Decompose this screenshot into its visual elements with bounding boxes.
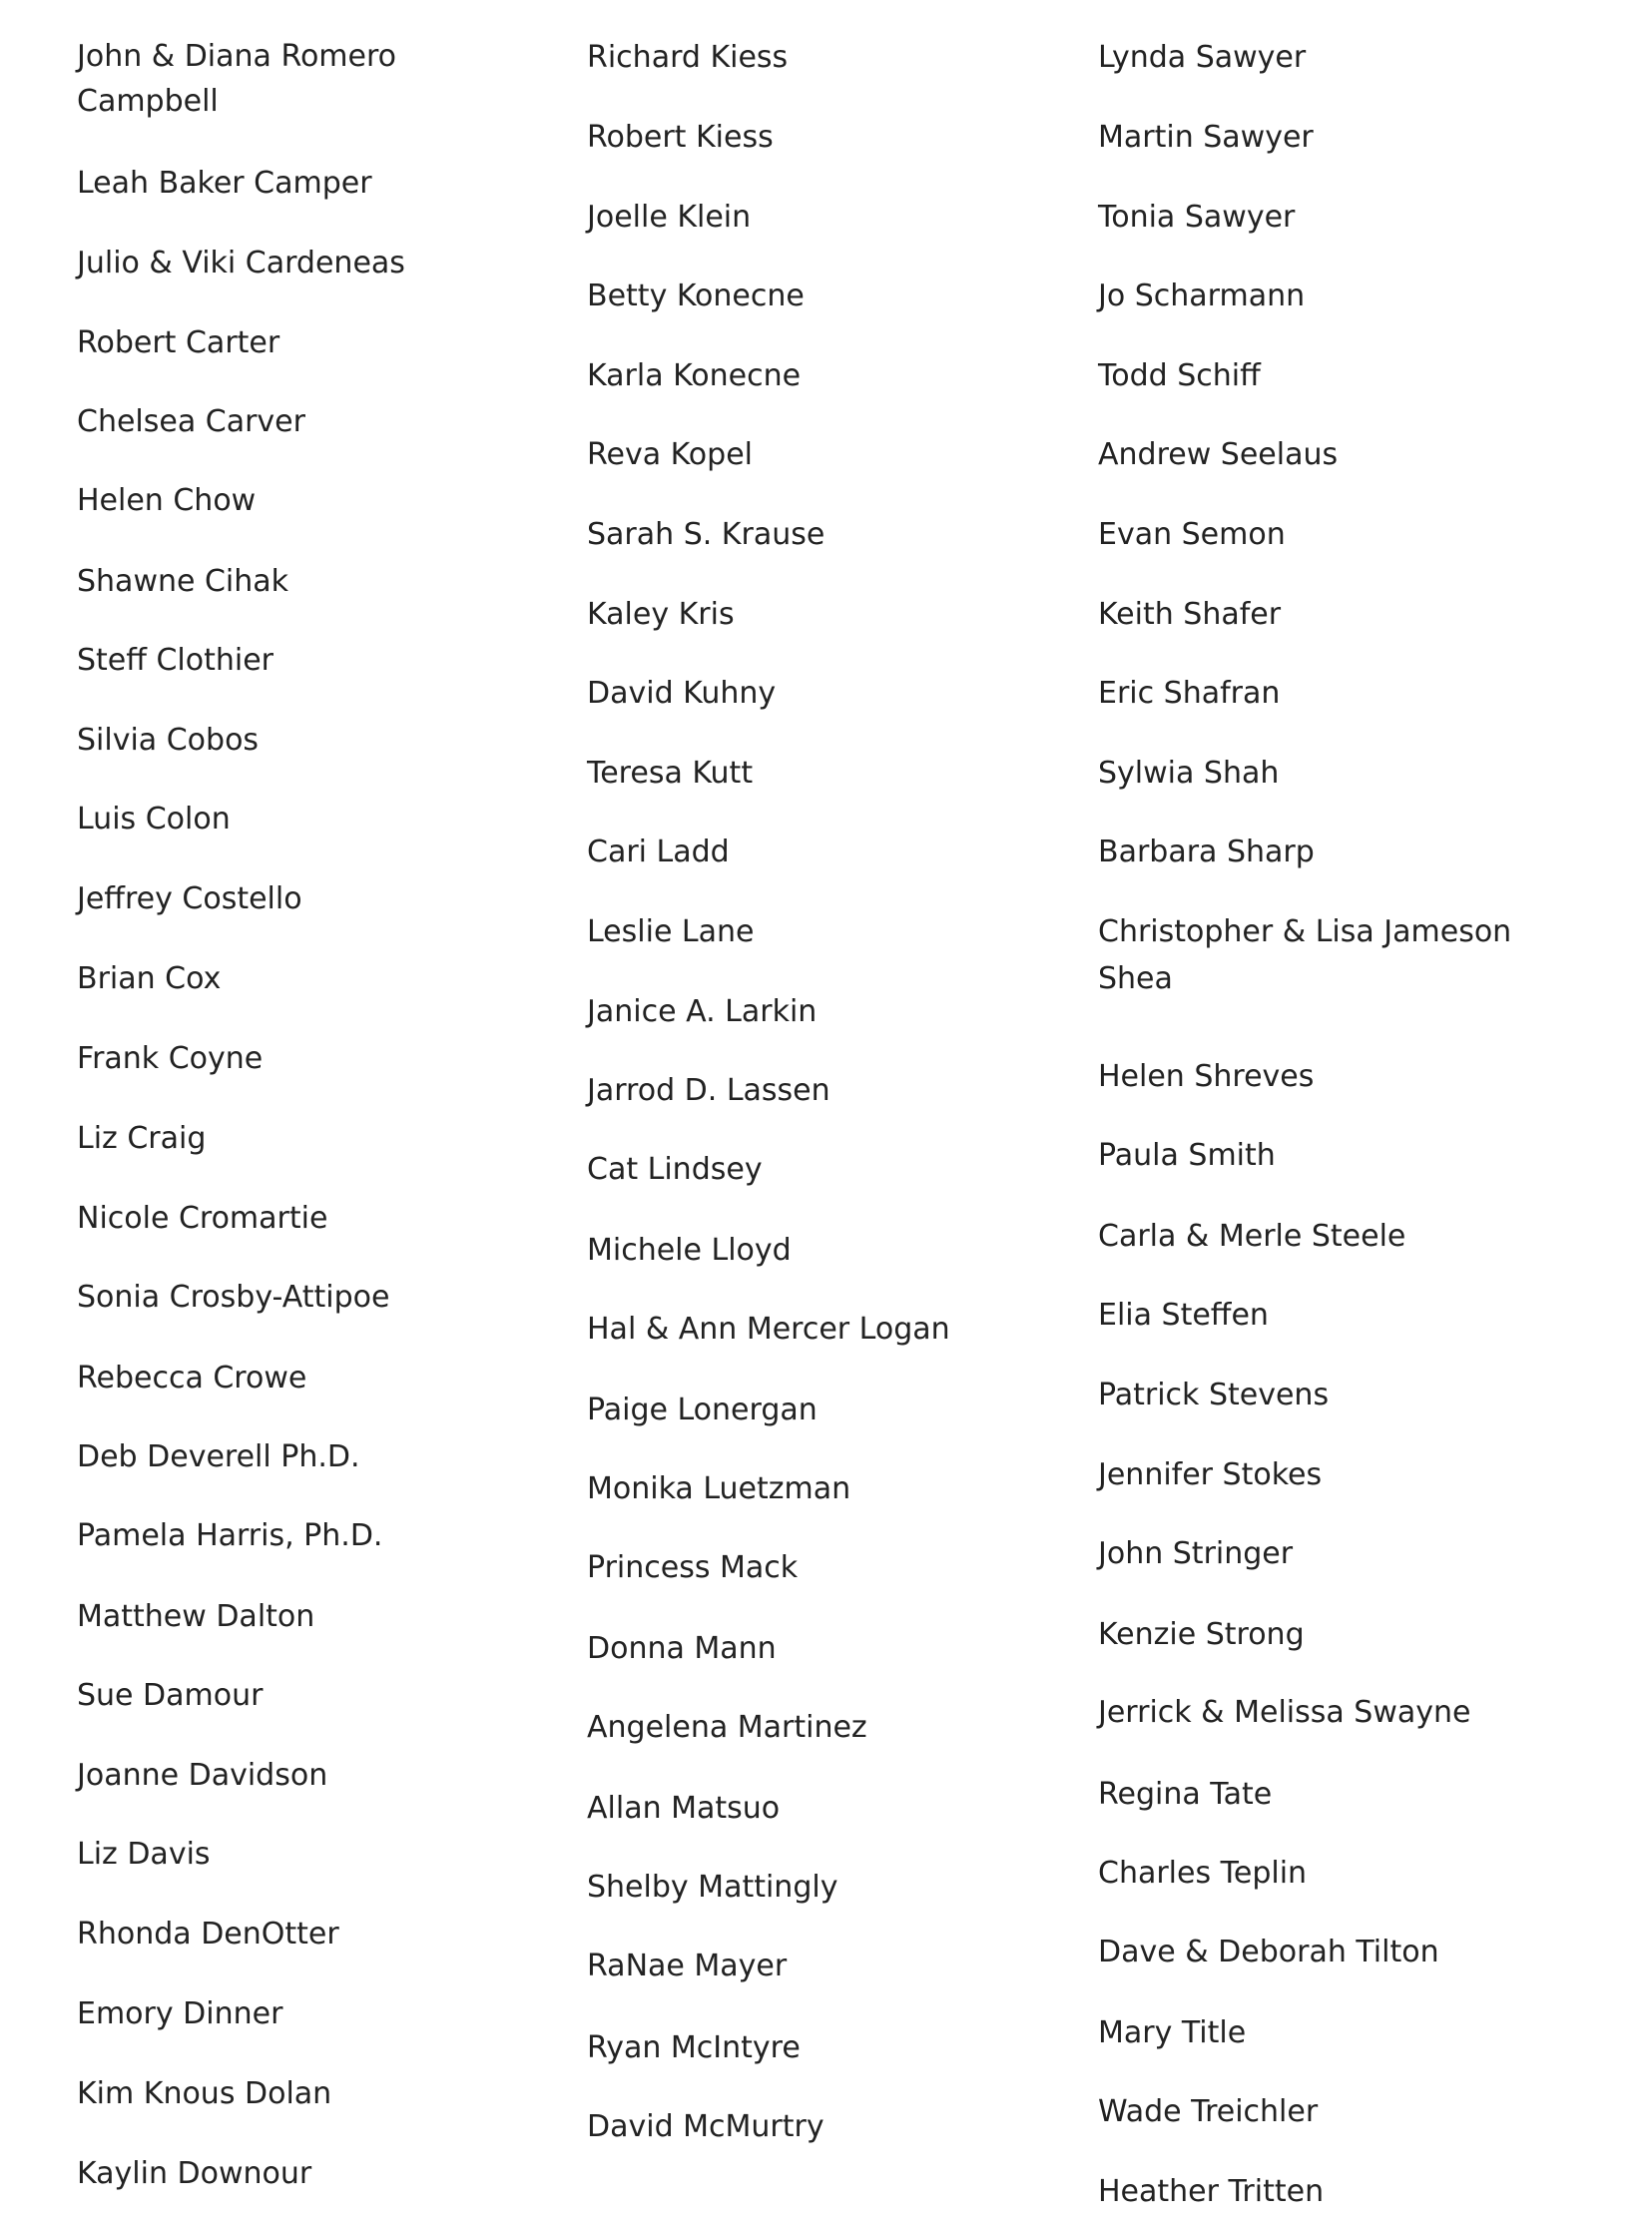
name-entry: Leslie Lane bbox=[587, 914, 755, 949]
name-entry: Cari Ladd bbox=[587, 835, 730, 869]
name-entry: Ryan McIntyre bbox=[587, 2030, 801, 2065]
name-entry: Richard Kiess bbox=[587, 40, 789, 75]
name-entry: Emory Dinner bbox=[77, 1996, 283, 2031]
name-entry: Mary Title bbox=[1098, 2015, 1247, 2050]
name-entry: Regina Tate bbox=[1098, 1777, 1273, 1812]
name-entry: Deb Deverell Ph.D. bbox=[77, 1439, 360, 1474]
name-entry: Christopher & Lisa Jameson Shea bbox=[1098, 914, 1512, 996]
name-column-2 bbox=[587, 0, 1056, 2237]
name-entry: Evan Semon bbox=[1098, 517, 1286, 552]
name-entry: Carla & Merle Steele bbox=[1098, 1219, 1406, 1254]
name-entry: Keith Shafer bbox=[1098, 597, 1282, 632]
name-entry: Jeffrey Costello bbox=[77, 881, 302, 916]
name-entry: Steff Clothier bbox=[77, 643, 275, 678]
name-entry: Kim Knous Dolan bbox=[77, 2076, 332, 2111]
name-entry: Paige Lonergan bbox=[587, 1393, 818, 1427]
name-entry: Robert Kiess bbox=[587, 120, 774, 155]
name-entry: Elia Steffen bbox=[1098, 1298, 1269, 1333]
name-entry: Rhonda DenOtter bbox=[77, 1917, 339, 1952]
name-entry: John Stringer bbox=[1098, 1536, 1294, 1571]
name-entry: Jarrod D. Lassen bbox=[587, 1073, 830, 1108]
name-entry: Jennifer Stokes bbox=[1098, 1457, 1323, 1492]
name-entry: Shawne Cihak bbox=[77, 564, 289, 599]
name-entry: David McMurtry bbox=[587, 2109, 825, 2144]
name-entry: Jo Scharmann bbox=[1098, 279, 1306, 313]
name-entry: Janice A. Larkin bbox=[587, 994, 818, 1029]
name-entry: Angelena Martinez bbox=[587, 1710, 867, 1745]
name-entry: Sarah S. Krause bbox=[587, 517, 826, 552]
name-entry: Sue Damour bbox=[77, 1678, 264, 1713]
name-entry: Brian Cox bbox=[77, 961, 222, 996]
name-entry: Silvia Cobos bbox=[77, 723, 260, 758]
name-entry: Andrew Seelaus bbox=[1098, 437, 1339, 472]
name-entry: Julio & Viki Cardeneas bbox=[77, 246, 405, 280]
name-entry: Reva Kopel bbox=[587, 437, 753, 472]
name-entry: Robert Carter bbox=[77, 325, 280, 360]
name-entry: Martin Sawyer bbox=[1098, 120, 1314, 155]
name-entry: Todd Schiff bbox=[1098, 358, 1261, 393]
name-entry: Liz Craig bbox=[77, 1121, 207, 1156]
name-entry: Tonia Sawyer bbox=[1098, 200, 1296, 235]
name-entry: Lynda Sawyer bbox=[1098, 40, 1307, 75]
name-entry: Paula Smith bbox=[1098, 1138, 1276, 1173]
name-entry: Helen Chow bbox=[77, 483, 257, 518]
name-entry: Kenzie Strong bbox=[1098, 1617, 1305, 1652]
name-entry: Teresa Kutt bbox=[587, 756, 754, 791]
name-entry: Barbara Sharp bbox=[1098, 835, 1315, 869]
name-column-1 bbox=[77, 0, 546, 2237]
name-entry: Monika Luetzman bbox=[587, 1471, 851, 1506]
name-entry: Joanne Davidson bbox=[77, 1758, 328, 1793]
name-column-3 bbox=[1098, 0, 1567, 2237]
name-entry: Helen Shreves bbox=[1098, 1059, 1315, 1094]
name-entry: Frank Coyne bbox=[77, 1041, 264, 1076]
name-entry: Dave & Deborah Tilton bbox=[1098, 1935, 1439, 1969]
name-entry: Kaylin Downour bbox=[77, 2156, 312, 2191]
name-entry: Michele Lloyd bbox=[587, 1233, 792, 1268]
name-entry: Patrick Stevens bbox=[1098, 1378, 1330, 1412]
name-entry: Matthew Dalton bbox=[77, 1599, 315, 1634]
name-entry: Allan Matsuo bbox=[587, 1791, 781, 1826]
name-entry: Sonia Crosby-Attipoe bbox=[77, 1280, 390, 1315]
name-entry: Karla Konecne bbox=[587, 358, 802, 393]
name-entry: Jerrick & Melissa Swayne bbox=[1098, 1695, 1471, 1730]
name-entry: Sylwia Shah bbox=[1098, 756, 1280, 791]
name-entry: David Kuhny bbox=[587, 676, 777, 711]
name-entry: Chelsea Carver bbox=[77, 404, 305, 439]
name-entry: Luis Colon bbox=[77, 802, 231, 837]
name-entry: Kaley Kris bbox=[587, 597, 735, 632]
name-entry: Nicole Cromartie bbox=[77, 1201, 328, 1236]
name-entry: Rebecca Crowe bbox=[77, 1361, 307, 1396]
name-entry: RaNae Mayer bbox=[587, 1949, 788, 1983]
name-entry: Princess Mack bbox=[587, 1550, 799, 1585]
name-entry: Hal & Ann Mercer Logan bbox=[587, 1312, 950, 1347]
name-entry: Cat Lindsey bbox=[587, 1152, 763, 1187]
name-entry: Shelby Mattingly bbox=[587, 1870, 838, 1905]
name-entry: John & Diana Romero Campbell bbox=[77, 39, 397, 119]
name-entry: Joelle Klein bbox=[587, 200, 752, 235]
name-entry: Donna Mann bbox=[587, 1631, 777, 1666]
name-entry: Betty Konecne bbox=[587, 279, 805, 313]
name-entry: Eric Shafran bbox=[1098, 676, 1281, 711]
name-entry: Wade Treichler bbox=[1098, 2094, 1319, 2129]
name-entry: Heather Tritten bbox=[1098, 2174, 1325, 2209]
name-entry: Leah Baker Camper bbox=[77, 166, 372, 201]
name-entry: Pamela Harris, Ph.D. bbox=[77, 1518, 383, 1553]
name-entry: Charles Teplin bbox=[1098, 1856, 1308, 1891]
name-entry: Liz Davis bbox=[77, 1837, 211, 1872]
